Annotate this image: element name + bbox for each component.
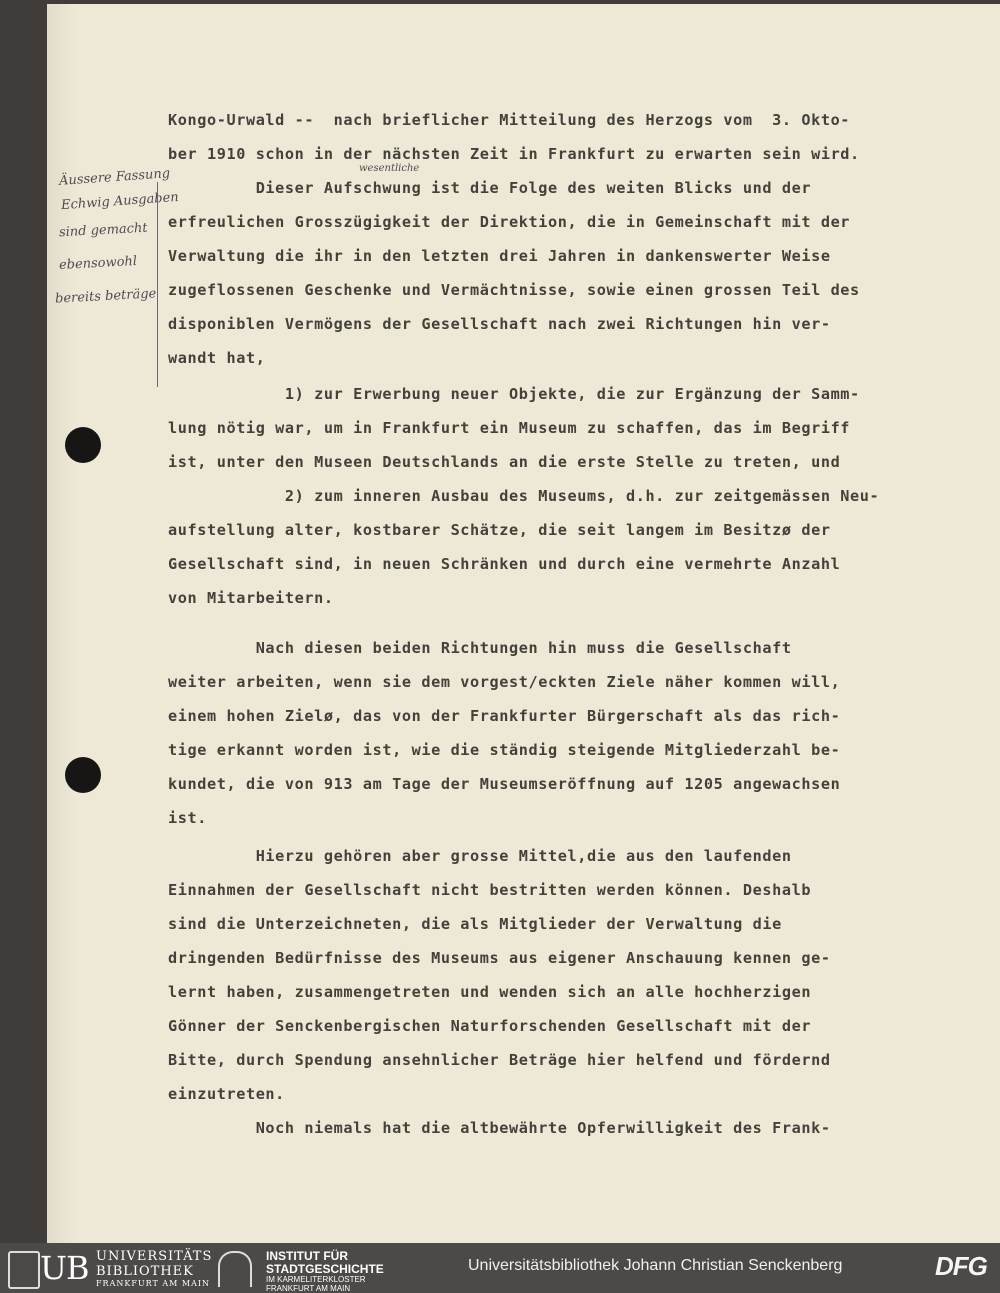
ub-logo-line: FRANKFURT AM MAIN <box>96 1279 211 1288</box>
isg-arch-icon <box>218 1251 252 1287</box>
isg-logo-line: STADTGESCHICHTE <box>266 1262 384 1276</box>
dfg-logo: DFG <box>935 1251 987 1281</box>
interlinear-handwritten-note: wesentliche <box>359 163 420 174</box>
text-line: Verwaltung die ihr in den letzten drei Jahren in dankenswerter Weise <box>168 247 831 265</box>
text-line: Einnahmen der Gesellschaft nicht bestritten werden können. Deshalb <box>168 881 812 899</box>
text-line: ist. <box>168 809 207 827</box>
text-line: weiter arbeiten, wenn sie dem vorgest/eckten Ziele näher kommen will, <box>168 673 841 691</box>
text-line: 1) zur Erwerbung neuer Objekte, die zur Ergänzung der Samm- <box>168 385 860 403</box>
text-line: Dieser Aufschwung ist die Folge des weiten Blicks und der <box>168 179 812 197</box>
text-line: lung nötig war, um in Frankfurt ein Museum zu schaffen, das im Begriff <box>168 419 851 437</box>
text-line: ber 1910 schon in der nächsten Zeit in Frankfurt zu erwarten sein wird. <box>168 145 860 163</box>
isg-logo-line: IM KARMELITERKLOSTER <box>266 1275 366 1284</box>
text-line: sind die Unterzeichneten, die als Mitglieder der Verwaltung die <box>168 915 782 933</box>
text-line: tige erkannt worden ist, wie die ständig steigende Mitgliederzahl be- <box>168 741 841 759</box>
punch-hole <box>65 757 101 793</box>
margin-bracket-line <box>151 182 158 387</box>
text-line: einzutreten. <box>168 1085 285 1103</box>
text-line: erfreulichen Grosszügigkeit der Direktion, die in Gemeinschaft mit der <box>168 213 851 231</box>
text-line: Gönner der Senckenbergischen Naturforschenden Gesellschaft mit der <box>168 1017 812 1035</box>
document-page <box>47 4 1000 1243</box>
text-line: Hierzu gehören aber grosse Mittel,die aus den laufenden <box>168 847 792 865</box>
text-line: wandt hat, <box>168 349 266 367</box>
text-line: zugeflossenen Geschenke und Vermächtnisse, sowie einen grossen Teil des <box>168 281 860 299</box>
text-line: aufstellung alter, kostbarer Schätze, die seit langem im Besitzø der <box>168 521 831 539</box>
ub-seal-icon <box>8 1251 40 1289</box>
text-line: einem hohen Zielø, das von der Frankfurter Bürgerschaft als das rich- <box>168 707 841 725</box>
isg-logo-line: INSTITUT FÜR <box>266 1249 348 1263</box>
text-line: Nach diesen beiden Richtungen hin muss die Gesellschaft <box>168 639 792 657</box>
text-line: Kongo-Urwald -- nach brieflicher Mitteilung des Herzogs vom 3. Okto- <box>168 111 851 129</box>
ub-logo-abbr: UB <box>40 1249 89 1287</box>
punch-hole <box>65 427 101 463</box>
text-line: dringenden Bedürfnisse des Museums aus eigener Anschauung kennen ge- <box>168 949 831 967</box>
footer-library-name: Universitätsbibliothek Johann Christian Senckenberg <box>468 1257 843 1274</box>
text-line: disponiblen Vermögens der Gesellschaft nach zwei Richtungen hin ver- <box>168 315 831 333</box>
text-line: von Mitarbeitern. <box>168 589 334 607</box>
text-line: Gesellschaft sind, in neuen Schränken und durch eine vermehrte Anzahl <box>168 555 841 573</box>
ub-logo-line: BIBLIOTHEK <box>96 1264 194 1279</box>
margin-note-line: ebensowohl <box>58 253 138 274</box>
footer-bar <box>0 1243 1000 1293</box>
ub-logo-line: UNIVERSITÄTS <box>96 1249 213 1264</box>
isg-logo-line: FRANKFURT AM MAIN <box>266 1284 351 1293</box>
text-line: Bitte, durch Spendung ansehnlicher Beträge hier helfend und fördernd <box>168 1051 831 1069</box>
margin-note-line: bereits beträge <box>54 286 157 307</box>
text-line: ist, unter den Museen Deutschlands an die erste Stelle zu treten, und <box>168 453 841 471</box>
text-line: Noch niemals hat die altbewährte Opferwilligkeit des Frank- <box>168 1119 831 1137</box>
margin-note-line: Echwig Ausgaben <box>60 189 180 214</box>
margin-note-line: sind gemacht <box>58 220 148 241</box>
margin-note-line: Äussere Fassung <box>58 166 171 189</box>
text-line: kundet, die von 913 am Tage der Museumseröffnung auf 1205 angewachsen <box>168 775 841 793</box>
text-line: 2) zum inneren Ausbau des Museums, d.h. zur zeitgemässen Neu- <box>168 487 880 505</box>
text-line: lernt haben, zusammengetreten und wenden sich an alle hochherzigen <box>168 983 812 1001</box>
